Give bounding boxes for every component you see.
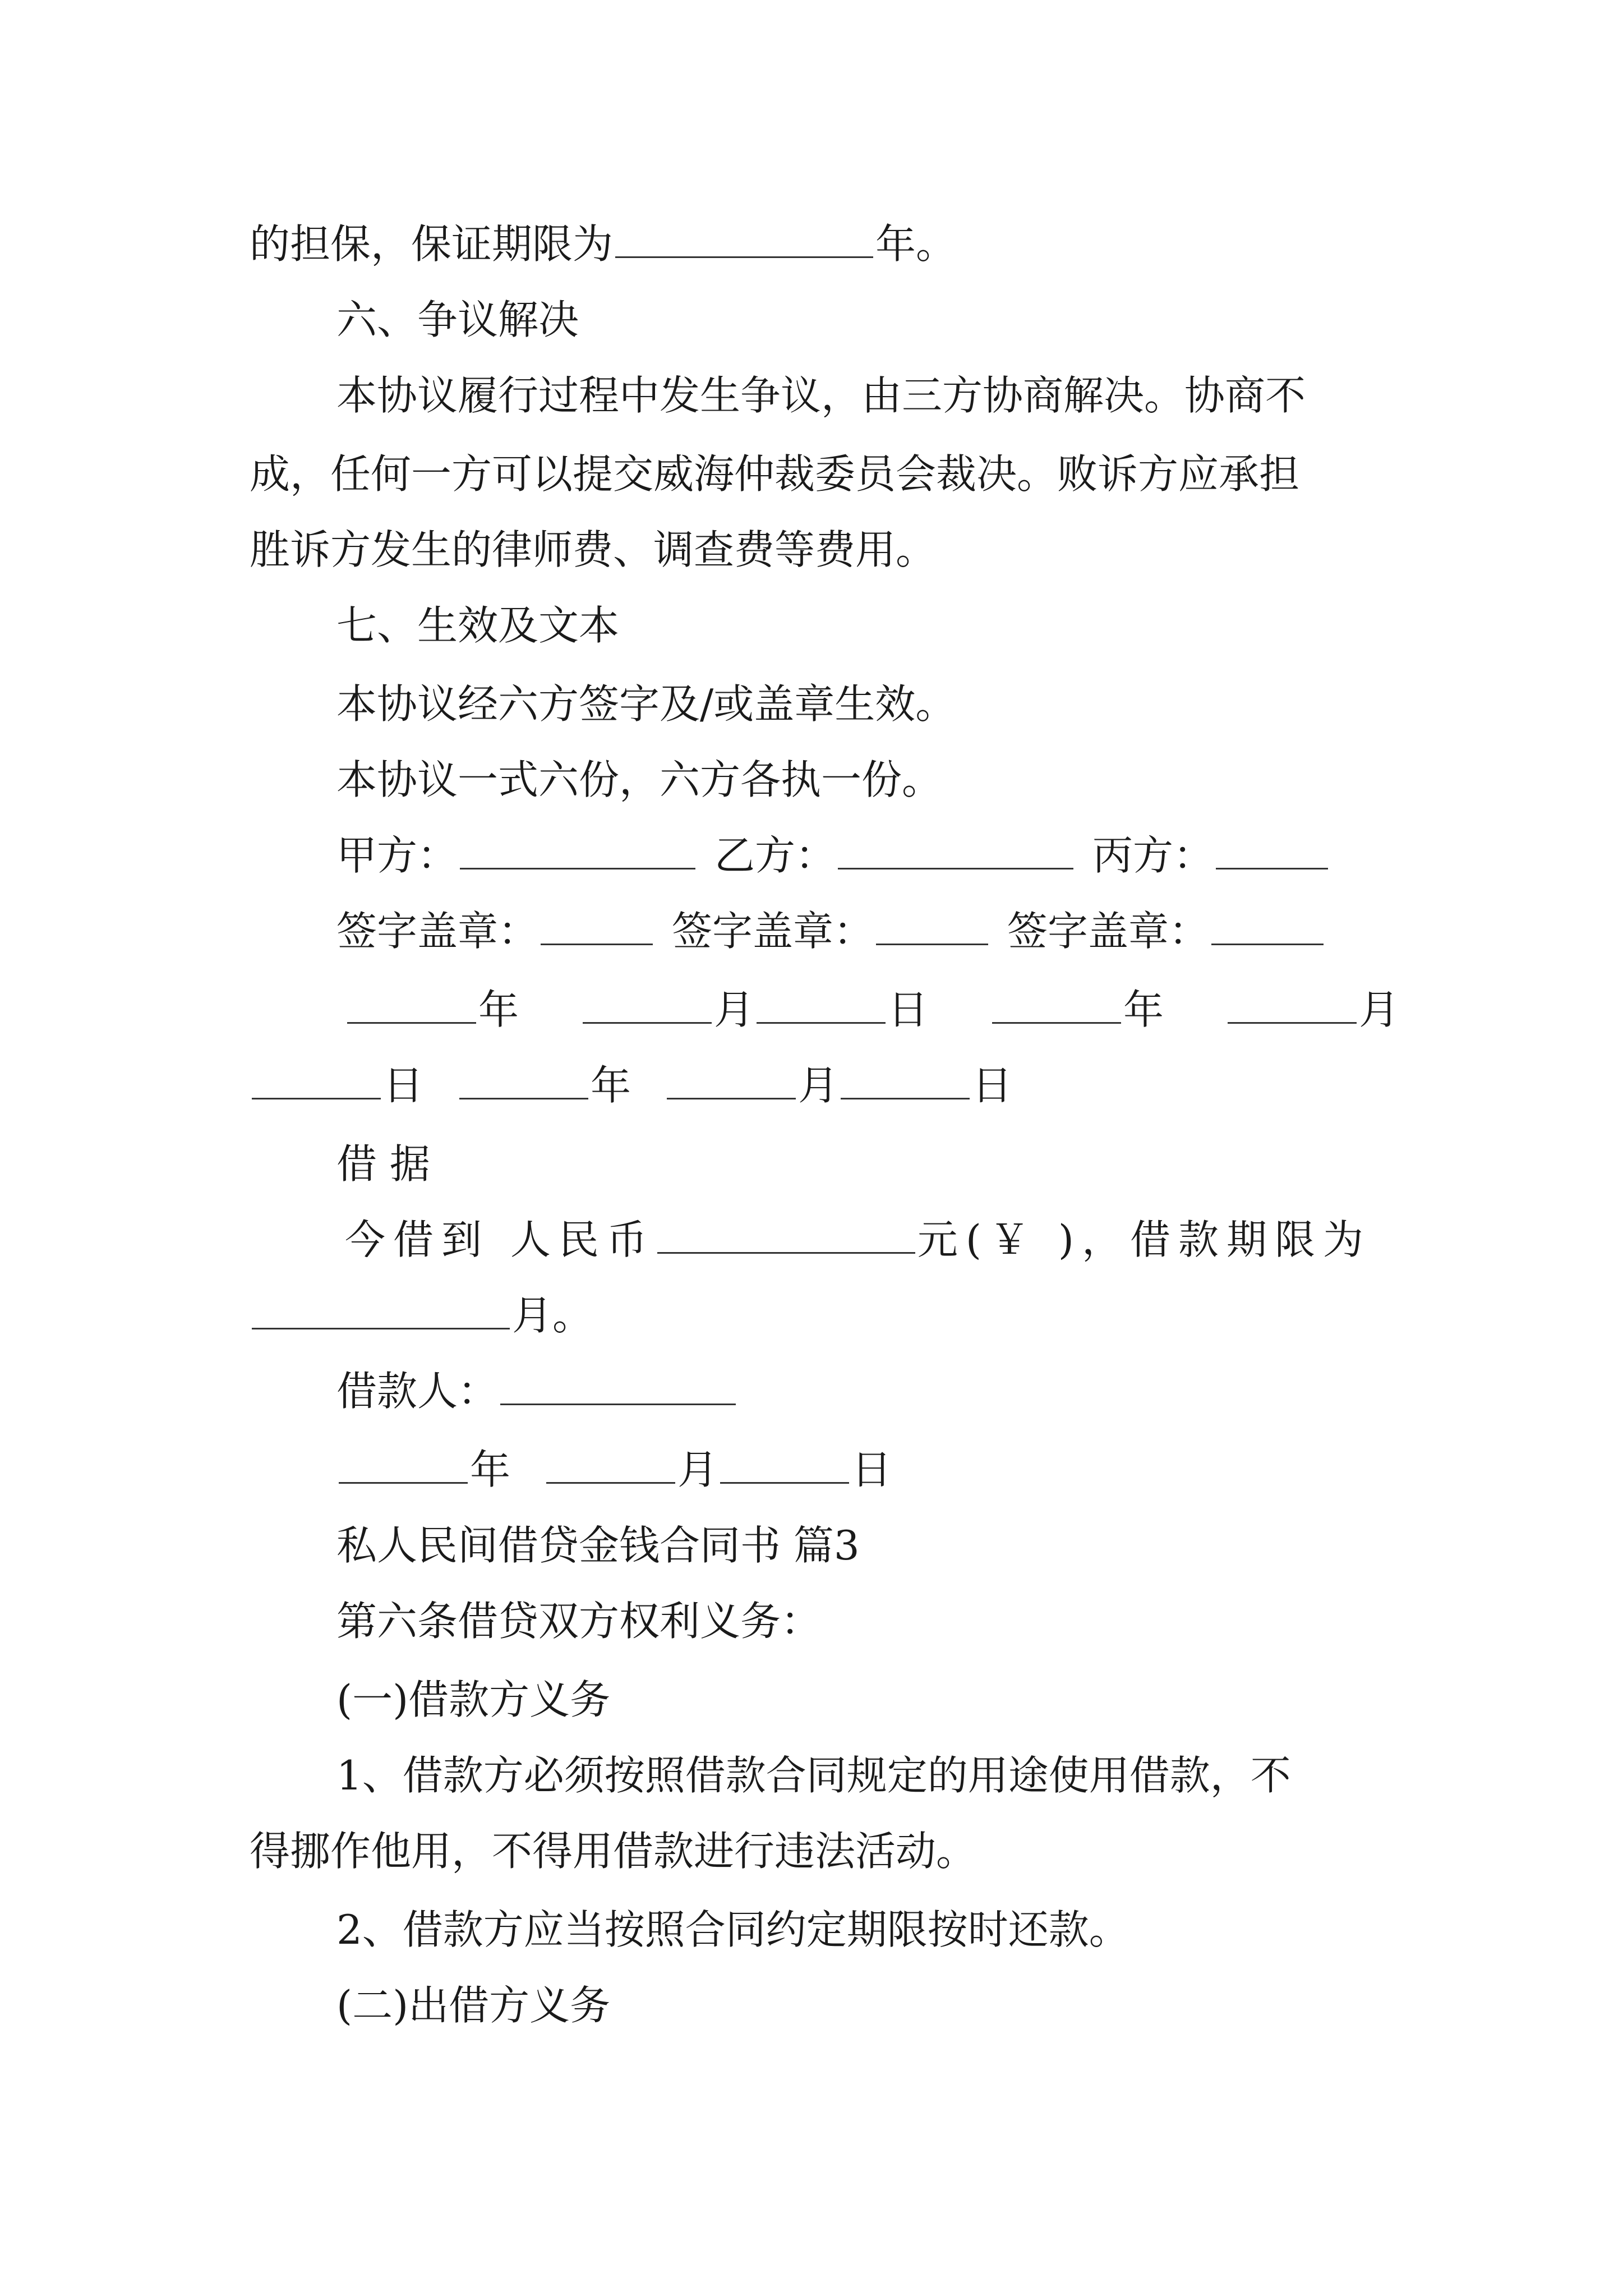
paragraph-line: 本协议履行过程中发生争议，由三方协商解决。协商不 (336, 372, 1306, 419)
paragraph-line: 本协议一式六份，六方各执一份。 (336, 756, 943, 803)
year-field[interactable] (339, 1443, 468, 1484)
sub-heading: (一)借款方义务 (336, 1676, 611, 1723)
sign-field-c[interactable] (1211, 904, 1324, 945)
term-field[interactable] (252, 1289, 510, 1329)
guarantee-period-line (250, 210, 1394, 278)
paragraph-line: 2、借款方应当按照合同约定期限按时还款。 (336, 1906, 1129, 1953)
paragraph-line: 本协议经六方签字及/或盖章生效。 (336, 680, 956, 728)
text: 今借到 人民币 (345, 1216, 655, 1263)
month-label: 月 (677, 1446, 718, 1493)
year-label: 年 (470, 1446, 511, 1493)
text: 年。 (875, 220, 957, 268)
party-c-label: 丙方： (1092, 832, 1214, 879)
sub-heading: (二)出借方义务 (336, 1982, 611, 2029)
iou-term-line (250, 1282, 1394, 1349)
month-label: 月 (714, 986, 755, 1033)
borrower-label: 借款人： (336, 1368, 499, 1415)
month-field[interactable] (583, 983, 712, 1024)
day-field[interactable] (841, 1059, 970, 1099)
month-field[interactable] (1228, 983, 1357, 1024)
party-c-field[interactable] (1216, 829, 1328, 869)
year-field[interactable] (992, 983, 1121, 1024)
text: 元(￥ )，借款期限为 (917, 1216, 1371, 1263)
blank-field[interactable] (615, 217, 873, 258)
year-field[interactable] (459, 1059, 588, 1099)
party-b-label: 乙方： (714, 832, 836, 879)
borrower-field[interactable] (500, 1364, 736, 1405)
paragraph-line: 成，任何一方可以提交威海仲裁委员会裁决。败诉方应承担 (250, 450, 1300, 498)
month-field[interactable] (667, 1059, 796, 1099)
party-a-label: 甲方： (336, 832, 458, 879)
day-field[interactable] (720, 1443, 849, 1484)
section-title: 私人民间借贷金钱合同书 篇3 (336, 1522, 860, 1569)
month-label: 月 (1359, 986, 1400, 1033)
borrower-line (336, 1358, 1481, 1425)
amount-field[interactable] (657, 1213, 915, 1254)
sign-label: 签字盖章： (336, 908, 539, 955)
sign-label: 签字盖章： (672, 908, 874, 955)
text: 月。 (512, 1292, 593, 1339)
year-field[interactable] (347, 983, 476, 1024)
party-a-field[interactable] (460, 829, 695, 869)
sign-field-a[interactable] (541, 904, 653, 945)
date-line (336, 1436, 1481, 1503)
article-heading: 第六条借贷双方权利义务： (336, 1598, 822, 1645)
sign-label: 签字盖章： (1007, 908, 1210, 955)
year-label: 年 (591, 1062, 631, 1109)
day-field[interactable] (757, 983, 886, 1024)
day-label: 日 (851, 1446, 892, 1493)
paragraph-line: 得挪作他用，不得用借款进行违法活动。 (250, 1828, 977, 1875)
month-field[interactable] (546, 1443, 675, 1484)
signatures-line (336, 898, 1481, 965)
parties-line (336, 822, 1481, 889)
heading-dispute-resolution: 六、争议解决 (336, 296, 579, 343)
iou-title: 借 据 (336, 1140, 430, 1188)
month-label: 月 (798, 1062, 839, 1109)
text: 的担保，保证期限为 (250, 220, 614, 268)
year-label: 年 (1123, 986, 1164, 1033)
sign-field-b[interactable] (876, 904, 988, 945)
iou-amount-line (345, 1206, 1489, 1273)
date-line (250, 1052, 1394, 1119)
date-line (345, 976, 1489, 1043)
day-label: 日 (383, 1062, 424, 1109)
party-b-field[interactable] (838, 829, 1073, 869)
paragraph-line: 胜诉方发生的律师费、调查费等费用。 (250, 526, 937, 573)
day-label: 日 (972, 1062, 1013, 1109)
heading-effect-and-text: 七、生效及文本 (336, 602, 620, 649)
day-label: 日 (888, 986, 929, 1033)
day-field[interactable] (252, 1059, 381, 1099)
year-label: 年 (478, 986, 519, 1033)
paragraph-line: 1、借款方必须按照借款合同规定的用途使用借款，不 (336, 1752, 1291, 1799)
